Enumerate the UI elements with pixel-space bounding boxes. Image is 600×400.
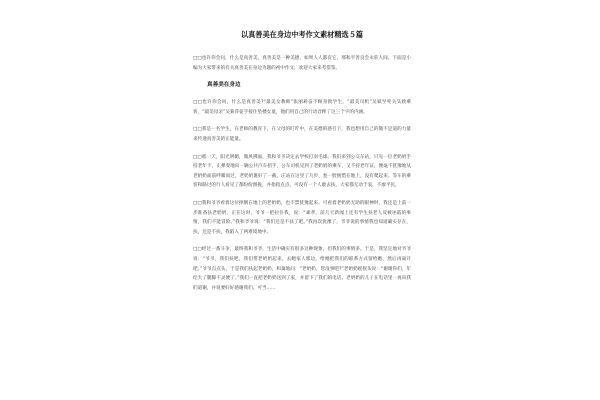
body-paragraph-1: □□也许你会问，什么是真善美?“最美女教师”张丽莉奋不顾身救学生，“最美司机”吴斌至死关头救乘客，“最美母亲”吴菊萍徒手接住坠楼女童，他们用自己的行动诠释了这三个字的内涵。 (193, 100, 411, 115)
intro-paragraph: □□也许你会问，什么是真善美，真善美是一种美德，如果人人都有它，那和平善良会永驻人间。下面是小编为大家带来的有关真善美在身边为题的初中作文，欢迎大家来考借鉴。 (193, 56, 411, 71)
section-title: 真善美在身边 (207, 82, 241, 89)
document-content (193, 30, 411, 301)
body-paragraph-4: □□我和爷爷看着这位摔倒在地上的老奶奶，也不禁犹豫起来。可看着老奶奶无助的眼神时，我还是上前一步准备扶老奶奶，正在这时，爷爷一把拉住我，说：“乖孝，前几天新闻上还有学生扶老人反被诬陷的事情，我们不能冒险。”我和爷爷说：“我们还是不扶了吧。”我再次犹豫了，爷爷说的事情我也知道确实存在，扶，还是不扶，我陷入了两难境地中。 (193, 200, 411, 235)
body-paragraph-5: □□经过一番斗争，最终我和爷爷，生活中确实有很多这种现象，但我们的事情多。于是，我坚定地对爷爷说：“爷爷，我们扶吧，我们帮老奶奶起来，去她家人那边，给她把我们的联系方式留给她，然后再离开吧。”爷爷点点头，于是我们扶起老奶奶，和蔼地问：“老奶奶，您没事吧?”老奶奶摇摇头说：“谢谢你们，年纪大了腿脚不灵便了。”我们一直把老奶奶送到了家，并留下了我们的电话。老奶奶的儿子在电话里一再向我们道谢，并说要好好感谢我们。可当…… (193, 247, 411, 291)
body-paragraph-2: □□我是一名学生，在老师的教育下，在父母的叮咛中，在美德的感召下，我也想用自己的微不足道的力量来传递真善美的正能量。 (193, 127, 411, 142)
body-paragraph-3: □□那一天，阳光明媚，微风拂面，我和爷爷决定去学校打羽毛球。我们来到公交车站，只见一位老奶奶手持老年卡，正弹奏地向一辆公共汽车招手，公车司机见到了老奶奶的乘车，又不持老年证，便毫不犹豫地从老奶奶面前呼啸而过，老奶奶裹好了一截，庄站在这里了几步，瓮一脸惋惜在地上，没有爬起来。等车的乘客和路过的行人看见了都纷纷围拢，并指指点点，可没有一个人敢去扶，大家都无动于衷，不敢平民。 (193, 154, 411, 189)
document-title: 以真善美在身边中考作文素材精选５篇 (240, 30, 364, 39)
